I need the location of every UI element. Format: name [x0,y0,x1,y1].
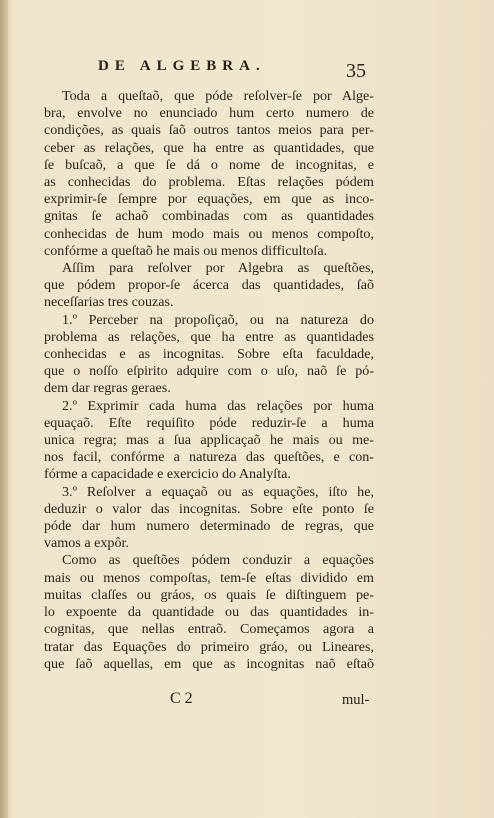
text-line: 3.º Reſolver a equaçaõ ou as equações, iſto he, [62,483,374,500]
text-line: Como as queſtões pódem conduzir a equações [62,552,374,569]
text-line: que pódem propor-ſe ácerca das quantidades, ſaõ [44,277,374,294]
text-line: cognitas, que nellas entraõ. Começamos agora a [44,621,374,638]
text-line: exprimir-ſe ſempre por equações, em que as inco- [44,191,374,208]
text-line: ſe buſcaõ, a que ſe dá o nome de incognitas, e [44,156,374,173]
text-line: ceber as relações, que ha entre as quantidades, que [44,139,374,156]
text-line: que o noſſo eſpirito adquire com o uſo, naõ ſe pó- [44,363,374,380]
text-line: póde dar hum numero determinado de regras, que [44,518,374,535]
text-line: problema as relações, que ha entre as quantidades [44,328,374,345]
body-text [44,88,374,673]
text-line: 1.º Perceber na propoſiçaõ, ou na natureza do [62,311,374,328]
text-line: dem dar regras geraes. [44,380,171,397]
text-line: conhecidas e as incognitas. Sobre eſta faculdade, [44,346,374,363]
catchword: mul- [342,692,370,708]
page-number: 35 [346,60,366,82]
text-line: neceſſarias tres couzas. [44,294,174,311]
text-line: vamos a expôr. [44,535,129,552]
text-line: as conhecidas do problema. Eſtas relações pódem [44,174,374,191]
text-line: que ſaõ aquellas, em que as incognitas naõ eſtaõ [44,655,374,672]
text-line: Toda a queſtaõ, que póde reſolver-ſe por Alge- [62,88,374,104]
text-line: lo expoente da quantidade ou das quantidades in- [44,604,374,621]
signature-mark: C 2 [170,690,193,707]
text-line: Aſſim para reſolver por Algebra as queſtões, [62,260,374,277]
text-line: tratar das Equações do primeiro gráo, ou Lineares, [44,638,374,655]
running-head: DE ALGEBRA. [98,58,266,74]
text-line: gnitas ſe achaõ combinadas com as quantidades [44,208,374,225]
text-line: nos facil, confórme a natureza das queſtões, e con- [44,449,374,466]
text-line: muitas claſſes ou gráos, os quais ſe diſtinguem pe- [44,586,374,603]
text-line: mais ou menos compoſtas, tem-ſe eſtas dividido em [44,569,374,586]
text-line: unica regra; mas a ſua applicaçaõ he mais ou me- [44,432,374,449]
page-gutter [0,0,8,818]
text-line: fórme a capacidade e exercicio do Analyſta. [44,466,291,483]
text-line: condições, as quais ſaõ outros tantos meios para per- [44,122,374,139]
text-line: confórme a queſtaõ he mais ou menos difficultoſa. [44,242,328,259]
text-line: 2.º Exprimir cada huma das relações por huma [62,397,374,414]
text-line: bra, envolve no enunciado hum certo numero de [44,105,374,122]
text-line: equaçaõ. Eſte requiſito póde reduzir-ſe a huma [44,414,374,431]
text-line: deduzir o valor das incognitas. Sobre eſte ponto ſe [44,500,374,517]
text-line: conhecidas de hum modo mais ou menos compoſto, [44,225,374,242]
